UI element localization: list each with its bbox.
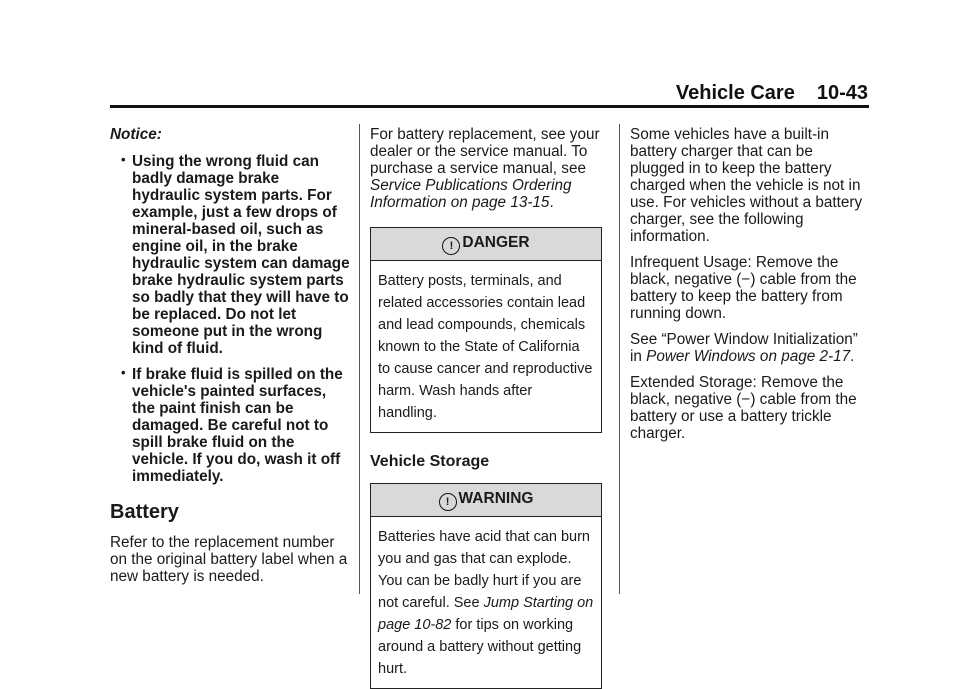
battery-paragraph: Refer to the replacement number on the original battery label when a new battery is needed. [110, 534, 348, 585]
jump-starting-link[interactable]: Jump Starting on page 10-82 [378, 595, 594, 633]
page-number: 10-43 [816, 82, 868, 104]
warning-header [371, 484, 601, 517]
danger-title: DANGER [462, 234, 530, 251]
column-divider-1 [359, 124, 360, 594]
warning-text [371, 517, 601, 688]
alert-icon: ! [442, 237, 460, 255]
extended-storage-paragraph: Extended Storage: Remove the black, negative (−) cable from the battery or use a battery trickle charger. [630, 374, 857, 442]
column-divider-2 [619, 124, 620, 594]
alert-icon: ! [439, 493, 457, 511]
battery-heading: Battery [110, 501, 179, 523]
notice-bullet-1: • Using the wrong fluid can badly damage brake hydraulic system parts. For example, just a few drops of mineral-based oil, such as engine oil, in the brake hydraulic system can damage brake hydraulic system parts so badly that they will have to be replaced. Do not let someone put in the wrong kind of fluid. [122, 153, 350, 357]
notice-bullet-2: • If brake fluid is spilled on the vehicle's painted surfaces, the paint finish can be damaged. Be careful not to spill brake fluid on the vehicle. If you do, wash it off immediately. [122, 366, 350, 485]
warning-text-a: Batteries have acid that can burn you and gas that can explode. You can be badly hurt if you are not careful. See [378, 529, 590, 611]
danger-box [370, 227, 602, 433]
service-publications-link[interactable]: Service Publications Ordering Information on page 13-15 [370, 177, 572, 211]
infrequent-usage-paragraph: Infrequent Usage: Remove the black, negative (−) cable from the battery to keep the battery from running down. [630, 254, 857, 322]
column-1 [110, 126, 350, 594]
header-rule [110, 105, 869, 108]
replacement-paragraph [370, 126, 610, 211]
charger-paragraph: Some vehicles have a built-in battery charger that can be plugged in to keep the battery charged when the vehicle is not in use. For vehicles without a battery charger, see the following information. [630, 126, 863, 245]
warning-title: WARNING [458, 490, 534, 507]
power-window-paragraph [630, 331, 870, 365]
warning-text-b: for tips on working around a battery without getting hurt. [378, 617, 582, 677]
power-windows-link[interactable]: Power Windows on page 2-17 [646, 348, 851, 365]
column-3 [630, 126, 870, 451]
page-header [676, 82, 868, 105]
power-window-end: . [850, 348, 855, 365]
replacement-text: For battery replacement, see your dealer or the service manual. To purchase a service manual, see [370, 126, 600, 177]
column-2 [370, 126, 610, 689]
replacement-end: . [549, 194, 554, 211]
notice-label: Notice: [110, 126, 162, 143]
vehicle-storage-heading: Vehicle Storage [370, 453, 490, 470]
power-window-text: See “Power Window Initialization” in [630, 331, 858, 365]
danger-text: Battery posts, terminals, and related accessories contain lead and lead compounds, chemicals known to the State of California to cause cancer and reproductive harm. Wash hands after handling. [378, 273, 593, 421]
notice-list [110, 153, 350, 485]
section-title: Vehicle Care [675, 82, 795, 104]
warning-box [370, 483, 602, 689]
danger-header [371, 228, 601, 261]
